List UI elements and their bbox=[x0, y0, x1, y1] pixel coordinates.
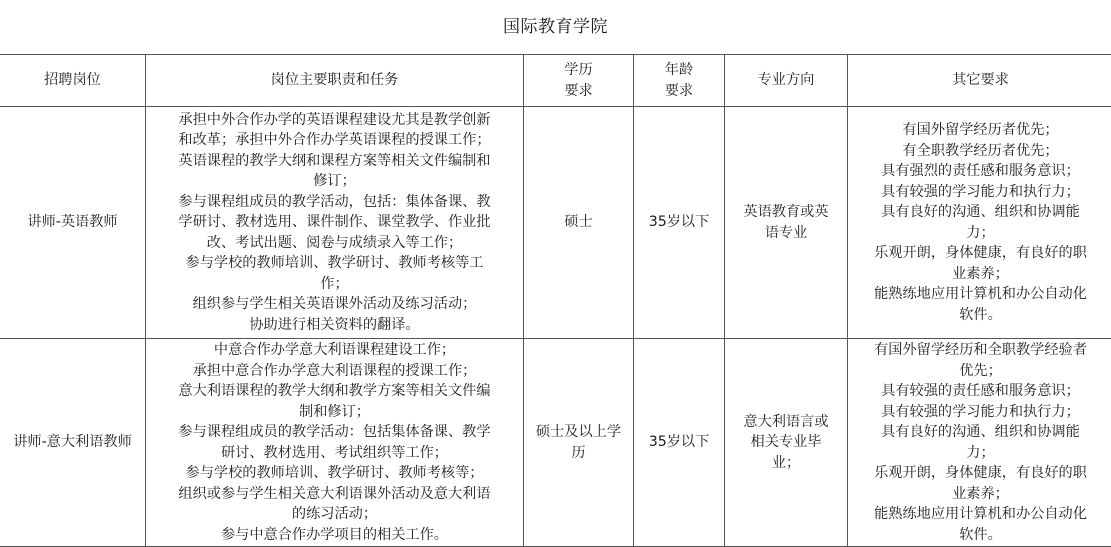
post-cell: 讲师-英语教师 bbox=[0, 107, 146, 339]
major-line: 相关专业毕 bbox=[725, 432, 847, 453]
post-cell: 讲师-意大利语教师 bbox=[0, 339, 146, 547]
duty-line: 组织或参与学生相关意大利语课外活动及意大利语 bbox=[146, 484, 523, 505]
education-line: 硕士 bbox=[524, 212, 633, 233]
duty-line: 改、考试出题、阅卷与成绩录入等工作； bbox=[146, 233, 523, 254]
age-cell: 35岁以下 bbox=[634, 107, 725, 339]
requirement-line: 乐观开朗，身体健康，有良好的职 bbox=[848, 243, 1111, 264]
requirement-line: 能熟练地应用计算机和办公自动化 bbox=[848, 284, 1111, 305]
header-post: 招聘岗位 bbox=[0, 55, 146, 107]
requirement-line: 力； bbox=[848, 223, 1111, 244]
header-duties: 岗位主要职责和任务 bbox=[146, 55, 524, 107]
header-age-line: 要求 bbox=[634, 81, 724, 102]
duty-line: 承担中意合作办学意大利语课程的授课工作； bbox=[146, 361, 523, 382]
requirement-line: 业素养； bbox=[848, 264, 1111, 285]
table-header-row bbox=[0, 55, 1111, 107]
duty-line: 参与中意合作办学项目的相关工作。 bbox=[146, 525, 523, 546]
duty-line: 协助进行相关资料的翻译。 bbox=[146, 315, 523, 336]
other-requirements-cell bbox=[848, 339, 1111, 547]
recruitment-table bbox=[0, 54, 1111, 547]
requirement-line: 业素养； bbox=[848, 484, 1111, 505]
duty-line: 承担中外合作办学的英语课程建设尤其是教学创新 bbox=[146, 110, 523, 131]
duty-line: 修订； bbox=[146, 171, 523, 192]
duties-cell bbox=[146, 339, 524, 547]
duty-line: 参与课程组成员的教学活动：包括集体备课、教学 bbox=[146, 422, 523, 443]
requirement-line: 具有良好的沟通、组织和协调能 bbox=[848, 422, 1111, 443]
major-line: 业； bbox=[725, 453, 847, 474]
header-education-line: 要求 bbox=[524, 81, 633, 102]
duties-cell bbox=[146, 107, 524, 339]
major-cell bbox=[725, 339, 848, 547]
header-age bbox=[634, 55, 725, 107]
requirement-line: 具有较强的学习能力和执行力； bbox=[848, 182, 1111, 203]
education-line: 硕士及以上学 bbox=[524, 422, 633, 443]
duty-line: 参与课程组成员的教学活动，包括：集体备课、教 bbox=[146, 192, 523, 213]
header-age-line: 年龄 bbox=[634, 60, 724, 81]
requirement-line: 软件。 bbox=[848, 305, 1111, 326]
duty-line: 意大利语课程的教学大纲和教学方案等相关文件编 bbox=[146, 381, 523, 402]
duty-line: 中意合作办学意大利语课程建设工作； bbox=[146, 340, 523, 361]
header-education bbox=[524, 55, 634, 107]
duty-line: 英语课程的教学大纲和课程方案等相关文件编制和 bbox=[146, 151, 523, 172]
header-major: 专业方向 bbox=[725, 55, 848, 107]
education-cell bbox=[524, 339, 634, 547]
requirement-line: 具有良好的沟通、组织和协调能 bbox=[848, 202, 1111, 223]
major-line: 意大利语言或 bbox=[725, 412, 847, 433]
duty-line: 和改革；承担中外合作办学英语课程的授课工作； bbox=[146, 130, 523, 151]
requirement-line: 具有较强的学习能力和执行力； bbox=[848, 402, 1111, 423]
requirement-line: 能熟练地应用计算机和办公自动化 bbox=[848, 504, 1111, 525]
header-education-line: 学历 bbox=[524, 60, 633, 81]
table-row bbox=[0, 339, 1111, 547]
duty-line: 制和修订； bbox=[146, 402, 523, 423]
requirement-line: 有国外留学经历和全职教学经验者 bbox=[848, 340, 1111, 361]
requirement-line: 力； bbox=[848, 443, 1111, 464]
education-cell bbox=[524, 107, 634, 339]
duty-line: 研讨、教材选用、考试组织等工作； bbox=[146, 443, 523, 464]
major-cell bbox=[725, 107, 848, 339]
table-row bbox=[0, 107, 1111, 339]
duty-line: 参与学校的教师培训、教学研讨、教师考核等工 bbox=[146, 253, 523, 274]
duty-line: 学研讨、教材选用、课件制作、课堂教学、作业批 bbox=[146, 212, 523, 233]
major-line: 语专业 bbox=[725, 223, 847, 244]
requirement-line: 具有较强的责任感和服务意识； bbox=[848, 381, 1111, 402]
requirement-line: 具有强烈的责任感和服务意识； bbox=[848, 161, 1111, 182]
header-others: 其它要求 bbox=[848, 55, 1111, 107]
requirement-line: 有全职教学经历者优先； bbox=[848, 141, 1111, 162]
age-cell: 35岁以下 bbox=[634, 339, 725, 547]
requirement-line: 优先； bbox=[848, 361, 1111, 382]
other-requirements-cell bbox=[848, 107, 1111, 339]
page-title: 国际教育学院 bbox=[0, 14, 1111, 40]
requirement-line: 软件。 bbox=[848, 525, 1111, 546]
major-line: 英语教育或英 bbox=[725, 202, 847, 223]
education-line: 历 bbox=[524, 443, 633, 464]
duty-line: 的练习活动； bbox=[146, 504, 523, 525]
requirement-line: 乐观开朗，身体健康，有良好的职 bbox=[848, 463, 1111, 484]
duty-line: 作； bbox=[146, 274, 523, 295]
duty-line: 组织参与学生相关英语课外活动及练习活动； bbox=[146, 294, 523, 315]
requirement-line: 有国外留学经历者优先； bbox=[848, 120, 1111, 141]
duty-line: 参与学校的教师培训、教学研讨、教师考核等； bbox=[146, 463, 523, 484]
